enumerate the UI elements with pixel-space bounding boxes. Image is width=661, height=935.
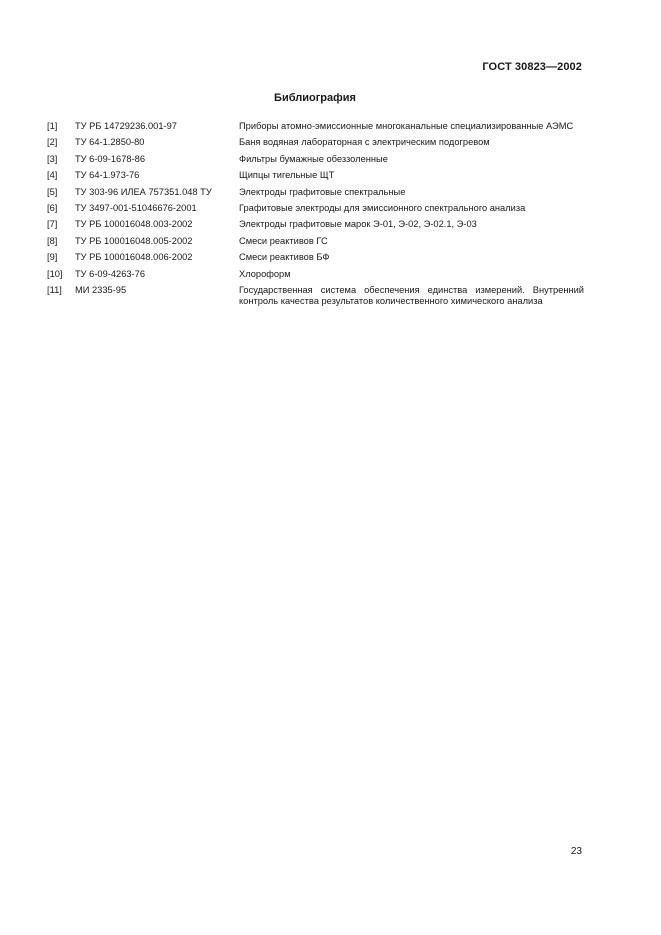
entry-number: [1] [47,121,58,131]
bibliography-entry [47,236,584,247]
entry-code: ТУ 64-1.2850-80 [75,137,145,148]
section-title: Библиография [274,92,356,104]
entry-code: ТУ 303-96 ИЛЕА 757351.048 ТУ [75,186,212,197]
bibliography-entry [47,269,584,280]
bibliography-entry [47,203,584,214]
entry-description: Графитовые электроды для эмиссионного спектрального анализа [239,203,526,214]
entry-code: ТУ РБ 14729236.001-97 [75,121,177,131]
entry-description: Смеси реактивов ГС [239,235,328,246]
entry-description: Электроды графитовые марок Э-01, Э-02, Э-02.1, Э-03 [239,219,477,230]
entry-code: ТУ 64-1.973-76 [75,170,140,181]
bibliography-entry [47,285,584,308]
bibliography-list [47,121,584,313]
entry-number: [2] [47,137,58,148]
entry-number: [3] [47,153,58,164]
bibliography-entry [47,137,584,148]
entry-number: [7] [47,219,58,230]
standard-code: ГОСТ 30823—2002 [482,61,582,73]
entry-code: ТУ 6-09-1678-86 [75,153,145,164]
entry-code: ТУ РБ 100016048.006-2002 [75,252,193,263]
entry-number: [4] [47,170,58,181]
entry-number: [5] [47,186,58,197]
entry-code: ТУ 6-09-4263-76 [75,268,145,279]
entry-description: Электроды графитовые спектральные [239,186,406,197]
entry-description: Приборы атомно-эмиссионные многоканальные специализированные АЭМС [239,121,574,131]
bibliography-entry [47,121,584,132]
entry-number: [11] [47,285,62,296]
entry-description: Смеси реактивов БФ [239,252,330,263]
entry-number: [9] [47,252,58,263]
entry-code: ТУ 3497-001-51046676-2001 [75,203,197,214]
bibliography-entry [47,154,584,165]
entry-code: МИ 2335-95 [75,285,127,296]
page-number: 23 [570,846,582,857]
bibliography-entry [47,219,584,230]
bibliography-entry [47,170,584,181]
entry-description: Хлороформ [239,268,291,279]
bibliography-entry [47,252,584,263]
entry-description: Фильтры бумажные обеззоленные [239,153,388,164]
entry-number: [8] [47,235,58,246]
entry-description: Баня водяная лабораторная с электрическим подогревом [239,137,490,148]
entry-code: ТУ РБ 100016048.005-2002 [75,235,193,246]
entry-number: [10] [47,268,63,279]
entry-description: Государственная система обеспечения единства измерений. Внутренний контроль качества результатов количественного химического анализа [239,285,584,307]
entry-code: ТУ РБ 100016048.003-2002 [75,219,193,230]
bibliography-entry [47,187,584,198]
entry-description: Щипцы тигельные ЩТ [239,170,335,181]
entry-number: [6] [47,203,58,214]
